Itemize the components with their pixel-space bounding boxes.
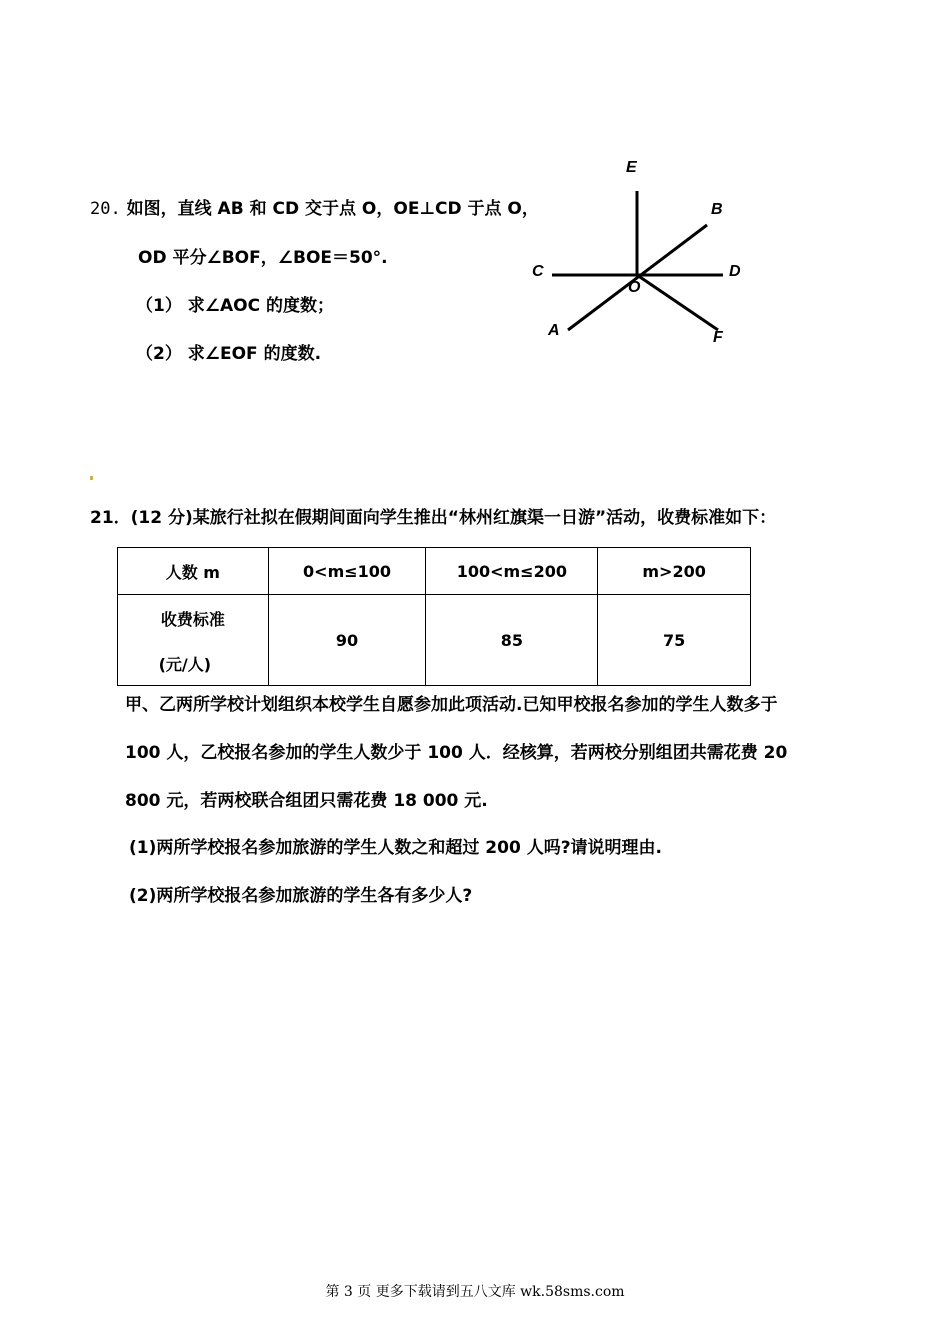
q20-part1: （1） 求∠AOC 的度数； — [136, 296, 334, 316]
q21-para-line2: 100 人，乙校报名参加的学生人数少于 100 人．经核算，若两校分别组团共需花费 20 — [125, 743, 788, 763]
page-footer: 第 3 页 更多下载请到五八文库 wk.58sms.com — [325, 1284, 625, 1300]
q20-line1 — [90, 194, 539, 219]
label-F: F — [713, 329, 723, 346]
q20-text: 如图，直线 AB 和 CD 交于点 O，OE⊥CD 于点 O， — [126, 199, 539, 219]
geometry-figure — [520, 150, 760, 355]
fee-label-cell — [118, 595, 269, 686]
header-cell-count: 人数 m — [118, 548, 269, 595]
header-cell-range2: 100<m≤200 — [426, 548, 598, 595]
q21-para-line1: 甲、乙两所学校计划组织本校学生自愿参加此项活动.已知甲校报名参加的学生人数多于 — [125, 695, 778, 715]
label-A: A — [548, 322, 560, 339]
q21-para-line3: 800 元，若两校联合组团只需花费 18 000 元. — [125, 791, 488, 811]
header-cell-range3: m>200 — [598, 548, 751, 595]
table-fee-row — [118, 595, 751, 686]
label-B: B — [711, 201, 723, 218]
q20-part2: （2） 求∠EOF 的度数. — [136, 344, 322, 364]
table-header-row — [118, 548, 751, 595]
fee-label-2: (元/人) — [158, 655, 212, 674]
fee-label-1: 收费标准 — [160, 610, 225, 629]
fee-cell-2: 85 — [426, 595, 598, 686]
fee-table — [117, 547, 751, 686]
q21-sub1: (1)两所学校报名参加旅游的学生人数之和超过 200 人吗?请说明理由. — [129, 838, 663, 858]
label-E: E — [626, 159, 637, 176]
q21-intro: 21．(12 分)某旅行社拟在假期间面向学生推出“林州红旗渠一日游”活动，收费标准如下： — [90, 508, 777, 528]
header-cell-range1: 0<m≤100 — [268, 548, 426, 595]
q20-line2: OD 平分∠BOF，∠BOE＝50°. — [138, 248, 388, 268]
ray-OF — [637, 275, 718, 330]
label-C: C — [532, 263, 544, 280]
q20-number: 20. — [90, 199, 121, 219]
stray-mark — [90, 476, 93, 480]
q21-sub2: (2)两所学校报名参加旅游的学生各有多少人? — [129, 886, 473, 906]
fee-cell-1: 90 — [268, 595, 426, 686]
fee-cell-3: 75 — [598, 595, 751, 686]
label-O: O — [628, 279, 641, 296]
label-D: D — [729, 263, 741, 280]
